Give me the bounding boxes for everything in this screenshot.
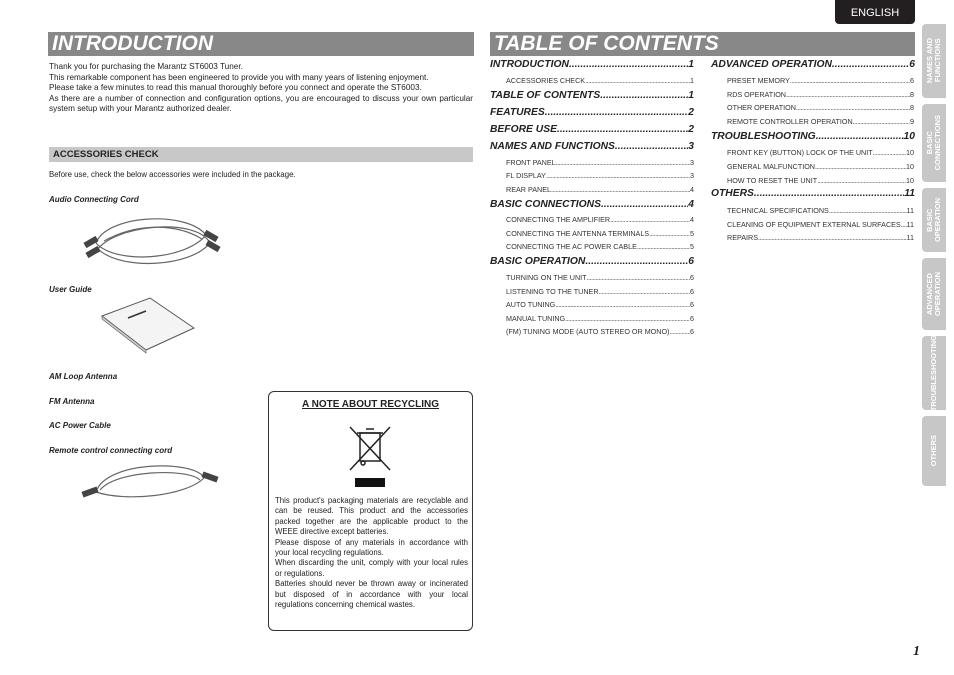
accessories-heading: ACCESSORIES CHECK xyxy=(49,147,473,162)
toc-entry[interactable]: ADVANCED OPERATION ..... 6 xyxy=(711,59,915,70)
toc-subentry[interactable]: CLEANING OF EQUIPMENT EXTERNAL SURFACES ..... 11 xyxy=(727,220,914,229)
toc-subentry[interactable]: FL DISPLAY ..... 3 xyxy=(506,171,694,180)
toc-title: TABLE OF CONTENTS xyxy=(490,32,915,56)
intro-text xyxy=(49,62,473,115)
toc-entry[interactable]: OTHERS ..... 11 xyxy=(711,188,915,199)
accessories-intro: Before use, check the below accessories were included in the package. xyxy=(49,170,296,179)
toc-entry[interactable]: BASIC CONNECTIONS ..... 4 xyxy=(490,199,694,210)
side-tab-names-and-functions[interactable]: NAMES AND FUNCTIONS xyxy=(922,24,946,98)
recycling-paragraph: When discarding the unit, comply with your local rules or regulations. xyxy=(275,558,468,578)
audio-cord-image xyxy=(76,205,226,267)
user-guide-image xyxy=(98,296,198,354)
toc-entry[interactable]: NAMES AND FUNCTIONS ..... 3 xyxy=(490,141,694,152)
toc-subentry[interactable]: CONNECTING THE AC POWER CABLE ..... 5 xyxy=(506,242,694,251)
recycling-paragraph: Batteries should never be thrown away or incinerated but disposed of in accordance with your local regulations concerning chemical wastes. xyxy=(275,579,468,610)
language-tab: ENGLISH xyxy=(835,0,915,24)
side-tab-advanced-operation[interactable]: ADVANCED OPERATION xyxy=(922,258,946,330)
accessory-fm-antenna-label: FM Antenna xyxy=(49,397,95,406)
recycling-paragraph: Please dispose of any materials in accordance with your local recycling regulations. xyxy=(275,537,468,558)
toc-entry[interactable]: BEFORE USE ..... 2 xyxy=(490,124,694,135)
weee-bin-icon xyxy=(347,424,393,490)
intro-paragraph: Please take a few minutes to read this manual thoroughly before you connect and operate the ST6003. xyxy=(49,83,422,92)
intro-paragraph: As there are a number of connection and configuration options, you are encouraged to discuss your own particular system setup with your Marantz authorized dealer. xyxy=(49,93,473,113)
accessory-remote-cord-label: Remote control connecting cord xyxy=(49,446,173,455)
toc-entry[interactable]: TABLE OF CONTENTS ..... 1 xyxy=(490,90,694,101)
toc-subentry[interactable]: CONNECTING THE AMPLIFIER ..... 4 xyxy=(506,215,694,224)
introduction-title: INTRODUCTION xyxy=(48,32,474,56)
toc-subentry[interactable]: MANUAL TUNING ..... 6 xyxy=(506,314,694,323)
recycling-paragraph: This product's packaging materials are recyclable and can be reused. This product and the accessories packed together are the applicable product to the WEEE directive except batteries. xyxy=(275,496,468,537)
toc-subentry[interactable]: REMOTE CONTROLLER OPERATION ..... 9 xyxy=(727,117,914,126)
side-tab-basic-connections[interactable]: BASIC CONNECTIONS xyxy=(922,104,946,182)
intro-paragraph: Thank you for purchasing the Marantz ST6003 Tuner. xyxy=(49,62,243,71)
page-number: 1 xyxy=(913,644,920,659)
toc-subentry[interactable]: TECHNICAL SPECIFICATIONS ..... 11 xyxy=(727,206,914,215)
recycling-text xyxy=(275,496,468,610)
toc-subentry[interactable]: CONNECTING THE ANTENNA TERMINALS ..... 5 xyxy=(506,229,694,238)
toc-subentry[interactable]: RDS OPERATION ..... 8 xyxy=(727,90,914,99)
toc-subentry[interactable]: GENERAL MALFUNCTION ..... 10 xyxy=(727,162,914,171)
toc-entry[interactable]: BASIC OPERATION ..... 6 xyxy=(490,256,694,267)
recycling-note-box xyxy=(268,391,473,631)
remote-cord-image xyxy=(76,456,226,504)
toc-subentry[interactable]: TURNING ON THE UNIT ..... 6 xyxy=(506,273,694,282)
toc-subentry[interactable]: REPAIRS ..... 11 xyxy=(727,233,914,242)
accessory-audio-cord-label: Audio Connecting Cord xyxy=(49,195,139,204)
toc-entry[interactable]: FEATURES ..... 2 xyxy=(490,107,694,118)
side-tab-troubleshooting[interactable]: TROUBLESHOOTING xyxy=(922,336,946,410)
recycling-title: A NOTE ABOUT RECYCLING xyxy=(301,399,440,410)
toc-subentry[interactable]: HOW TO RESET THE UNIT ..... 10 xyxy=(727,176,914,185)
toc-subentry[interactable]: PRESET MEMORY ..... 6 xyxy=(727,76,914,85)
side-tab-basic-operation[interactable]: BASIC OPERATION xyxy=(922,188,946,252)
toc-entry[interactable]: INTRODUCTION ..... 1 xyxy=(490,59,694,70)
toc-subentry[interactable]: OTHER OPERATION ..... 8 xyxy=(727,103,914,112)
toc-subentry[interactable]: FRONT PANEL ..... 3 xyxy=(506,158,694,167)
toc-subentry[interactable]: LISTENING TO THE TUNER ..... 6 xyxy=(506,287,694,296)
toc-subentry[interactable]: (FM) TUNING MODE (AUTO STEREO OR MONO) ..... 6 xyxy=(506,327,694,336)
accessory-am-antenna-label: AM Loop Antenna xyxy=(49,372,118,381)
intro-paragraph: This remarkable component has been engineered to provide you with many years of listening enjoyment. xyxy=(49,72,429,82)
toc-subentry[interactable]: AUTO TUNING ..... 6 xyxy=(506,300,694,309)
toc-subentry[interactable]: ACCESSORIES CHECK ..... 1 xyxy=(506,76,694,85)
side-tab-others[interactable]: OTHERS xyxy=(922,416,946,486)
toc-entry[interactable]: TROUBLESHOOTING ..... 10 xyxy=(711,131,915,142)
toc-subentry[interactable]: REAR PANEL ..... 4 xyxy=(506,185,694,194)
accessory-user-guide-label: User Guide xyxy=(49,285,92,294)
accessory-ac-cable-label: AC Power Cable xyxy=(49,421,111,430)
toc-subentry[interactable]: FRONT KEY (BUTTON) LOCK OF THE UNIT ..... 10 xyxy=(727,148,914,157)
